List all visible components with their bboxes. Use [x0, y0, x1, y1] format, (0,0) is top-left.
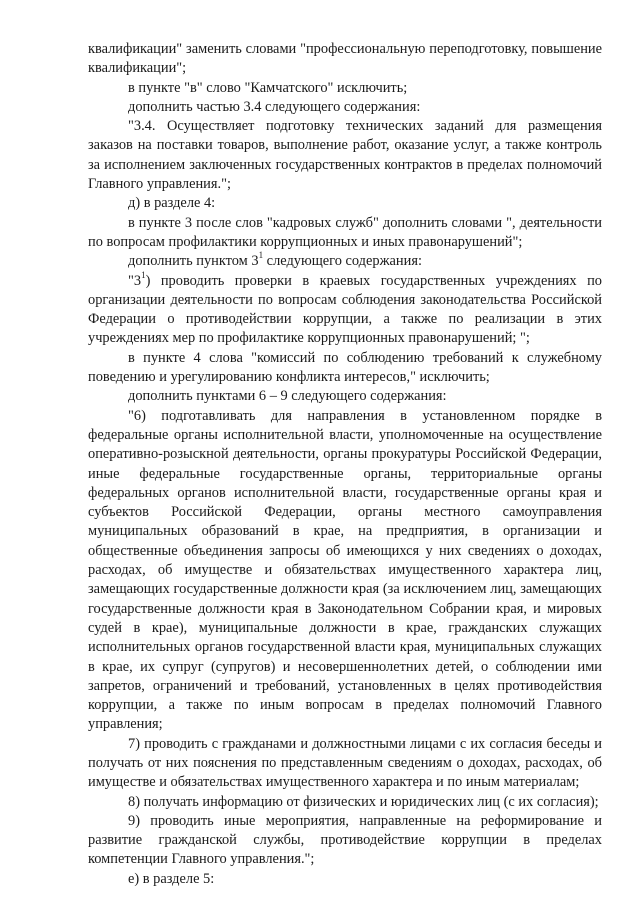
paragraph-item-v: в пункте "в" слово "Камчатского" исключить;	[128, 79, 408, 96]
text-fragment: ) проводить проверки в краевых государственных учреждениях по организации деятельности по вопросам соблюдения законодательства Российской Федерации о противодействии коррупции, а также по реализации в этих учреждениях мер по профилактике коррупционных правонарушений; ";	[88, 272, 602, 347]
paragraph-section-5-heading: е) в разделе 5:	[128, 870, 215, 887]
paragraph-item-8: 8) получать информацию от физических и юридических лиц (с их согласия);	[128, 793, 599, 810]
superscript: 1	[258, 250, 264, 261]
paragraph-section-4-heading: д) в разделе 4:	[128, 195, 216, 212]
superscript: 1	[141, 269, 146, 280]
paragraph-item-7: 7) проводить с гражданами и должностными лицами с их согласия беседы и получать от них пояснения по представленным сведениям о доходах, расходах, об имуществе и обязательствах имущественного характера и по иным материалам;	[88, 735, 602, 791]
paragraph-add-items-6-9: дополнить пунктами 6 – 9 следующего содержания:	[128, 388, 447, 405]
text-fragment: дополнить пунктом 3	[128, 253, 259, 270]
document-body	[88, 40, 602, 889]
paragraph-add-part-3-4: дополнить частью 3.4 следующего содержания:	[128, 98, 421, 115]
text-fragment: следующего содержания:	[263, 253, 422, 270]
paragraph-item-3-1-text	[88, 269, 602, 349]
text-fragment: "3	[128, 272, 142, 289]
paragraph-part-3-4-text: "3.4. Осуществляет подготовку технических заданий для размещения заказов на поставки товаров, выполнение работ, оказание услуг, а также контроль за исполнением заключенных государственных контрактов в пределах полномочий Главного управления.";	[88, 118, 602, 193]
paragraph-item-4-amend: в пункте 4 слова "комиссий по соблюдению требований к служебному поведению и урегулированию конфликта интересов," исключить;	[88, 349, 602, 386]
paragraph-item-9: 9) проводить иные мероприятия, направленные на реформирование и развитие гражданской службы, противодействие коррупции в пределах компетенции Главного управления.";	[88, 812, 602, 868]
paragraph-item-6: "6) подготавливать для направления в установленном порядке в федеральные органы исполнительной власти, уполномоченные на осуществление оперативно-розыскной деятельности, органы прокуратуры Российской Федерации, иные федеральные государственные органы, территориальные органы федеральных органов исполнительной власти, государственные органы края и субъектов Российской Федерации, органы местного самоуправления муниципальных образований в крае, на предприятия, в организации и общественные объединения запросы об имеющихся у них сведениях о доходах, расходах, об имуществе и обязательствах имущественного характера лиц, замещающих государственные должности края (за исключением лиц, замещающих государственные должности края в Законодательном Собрании края, и мировых судей в крае), муниципальные должности в крае, гражданских служащих исполнительных органов государственной власти края, муниципальных служащих в крае, их супруг (супругов) и несовершеннолетних детей, о соблюдении ими запретов, ограничений и требований, установленных в целях противодействия коррупции, а также по иным вопросам в пределах полномочий Главного управления;	[88, 407, 602, 733]
paragraph-add-item-3-1	[88, 252, 602, 271]
paragraph-item-3-amend: в пункте 3 после слов "кадровых служб" дополнить словами ", деятельности по вопросам профилактики коррупционных и иных правонарушений";	[88, 214, 602, 250]
paragraph-continuation: квалификации" заменить словами "профессиональную переподготовку, повышение квалификации";	[88, 41, 602, 77]
